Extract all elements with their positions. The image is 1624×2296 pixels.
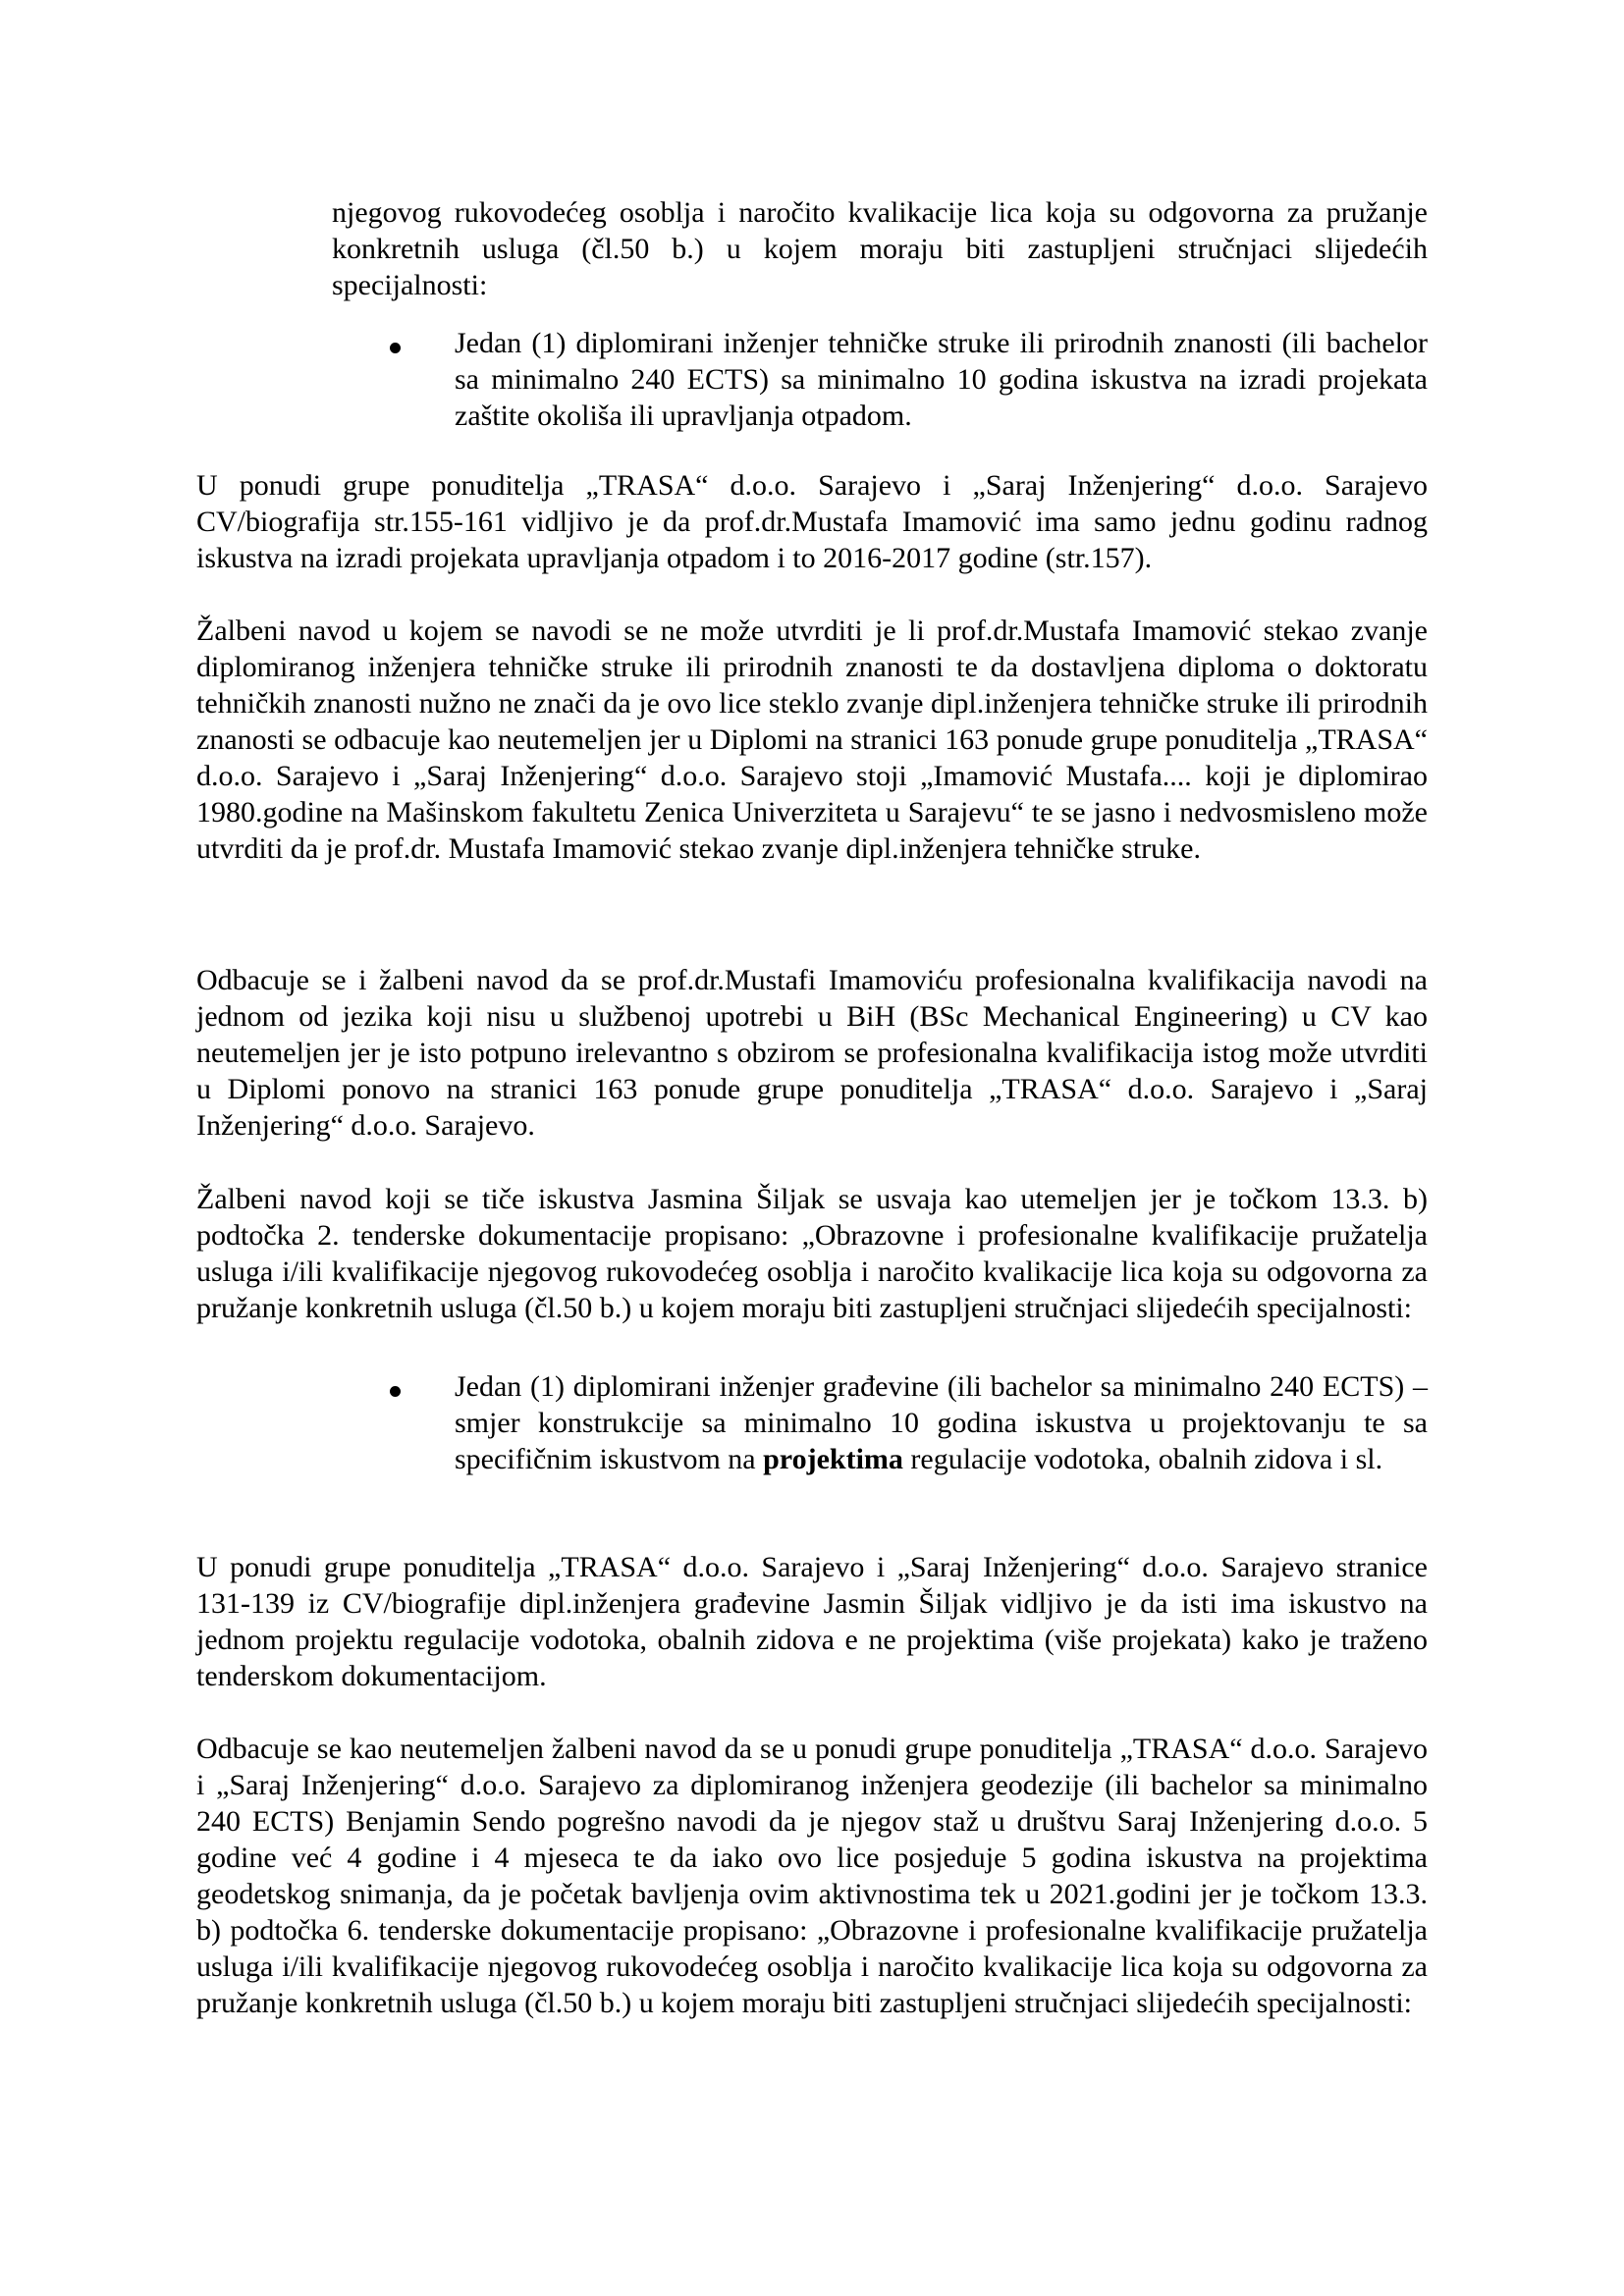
paragraph-sendo-experience: Odbacuje se kao neutemeljen žalbeni navod da se u ponudi grupe ponuditelja „TRASA“ d.o.o. Sarajevo i „Saraj Inženjering“ d.o.o. Sarajevo za diplomiranog inženjera geodezije (ili bachelor sa minimalno 240 ECTS) Benjamin Sendo pogrešno navodi da je njegov staž u društvu Saraj Inženjering d.o.o. 5 godine već 4 godine i 4 mjeseca te da iako ovo lice posjeduje 5 godina iskustva na projektima geodetskog snimanja, da je početak bavljenja ovim aktivnostima tek u 2021.godini jer je točkom 13.3. b) podtočka 6. tenderske dokumentacije propisano: „Obrazovne i profesionalne kvalifikacije pružatelja usluga i/ili kvalifikacije njegovog rukovodećeg osoblja i naročito kvalikacije lica koja su odgovorna za pružanje konkretnih usluga (čl.50 b.) u kojem moraju biti zastupljeni stručnjaci slijedećih specijalnosti: <box>196 1733 1428 2019</box>
paragraph-cv-experience: U ponudi grupe ponuditelja „TRASA“ d.o.o. Sarajevo i „Saraj Inženjering“ d.o.o. Sarajevo CV/biografija str.155-161 vidljivo je da prof.dr.Mustafa Imamović ima samo jednu godinu radnog iskustva na izradi projekata upravljanja otpadom i to 2016-2017 godine (str.157). <box>196 469 1428 574</box>
bullet-icon <box>390 343 401 353</box>
bullet-text-end: regulacije vodotoka, obalnih zidova i sl. <box>902 1443 1383 1475</box>
bullet-text-start: Jedan (1) diplomirani inženjer građevine (ili bachelor sa minimalno 240 ECTS) – smjer konstrukcije sa minimalno 10 godina iskustva u projektovanju te sa specifičnim iskustvom na <box>455 1370 1428 1475</box>
paragraph-siljak-cv: U ponudi grupe ponuditelja „TRASA“ d.o.o. Sarajevo i „Saraj Inženjering“ d.o.o. Sarajevo stranice 131-139 iz CV/biografije dipl.inženjera građevine Jasmin Šiljak vidljivo je da isti ima iskustvo na jednom projektu regulacije vodotoka, obalnih zidova e ne projektima (više projekata) kako je traženo tenderskom dokumentacijom. <box>196 1551 1428 1692</box>
paragraph-siljak-experience: Žalbeni navod koji se tiče iskustva Jasmina Šiljak se usvaja kao utemeljen jer je točkom 13.3. b) podtočka 2. tenderske dokumentacije propisano: „Obrazovne i profesionalne kvalifikacije pružatelja usluga i/ili kvalifikacije njegovog rukovodećeg osoblja i naročito kvalikacije lica koja su odgovorna za pružanje konkretnih usluga (čl.50 b.) u kojem moraju biti zastupljeni stručnjaci slijedećih specijalnosti: <box>196 1183 1428 1324</box>
paragraph-qualification-language: Odbacuje se i žalbeni navod da se prof.dr.Mustafi Imamoviću profesionalna kvalifikacija navodi na jednom od jezika koji nisu u službenoj upotrebi u BiH (BSc Mechanical Engineering) u CV kao neutemeljen jer je isto potpuno irelevantno s obzirom se profesionalna kvalifikacija istog može utvrditi u Diplomi ponovo na stranici 163 ponude grupe ponuditelja „TRASA“ d.o.o. Sarajevo i „Saraj Inženjering“ d.o.o. Sarajevo. <box>196 964 1428 1142</box>
bullet-item-environment-engineer: Jedan (1) diplomirani inženjer tehničke struke ili prirodnih znanosti (ili bachelor sa minimalno 240 ECTS) sa minimalno 10 godina iskustva na izradi projekata zaštite okoliša ili upravljanja otpadom. <box>455 327 1428 432</box>
bullet-icon <box>390 1386 401 1397</box>
bullet-text-bold: projektima <box>763 1443 903 1475</box>
bullet-item-civil-engineer <box>455 1368 1428 1477</box>
paragraph-intro-continuation: njegovog rukovodećeg osoblja i naročito kvalikacije lica koja su odgovorna za pružanje konkretnih usluga (čl.50 b.) u kojem moraju biti zastupljeni stručnjaci slijedećih specijalnosti: <box>332 196 1428 301</box>
paragraph-diploma-claim: Žalbeni navod u kojem se navodi se ne može utvrditi je li prof.dr.Mustafa Imamović stekao zvanje diplomiranog inženjera tehničke struke ili prirodnih znanosti te da dostavljena diploma o doktoratu tehničkih znanosti nužno ne znači da je ovo lice steklo zvanje dipl.inženjera tehničke struke ili prirodnih znanosti se odbacuje kao neutemeljen jer u Diplomi na stranici 163 ponude grupe ponuditelja „TRASA“ d.o.o. Sarajevo i „Saraj Inženjering“ d.o.o. Sarajevo stoji „Imamović Mustafa.... koji je diplomirao 1980.godine na Mašinskom fakultetu Zenica Univerziteta u Sarajevu“ te se jasno i nedvosmisleno može utvrditi da je prof.dr. Mustafa Imamović stekao zvanje dipl.inženjera tehničke struke. <box>196 614 1428 865</box>
